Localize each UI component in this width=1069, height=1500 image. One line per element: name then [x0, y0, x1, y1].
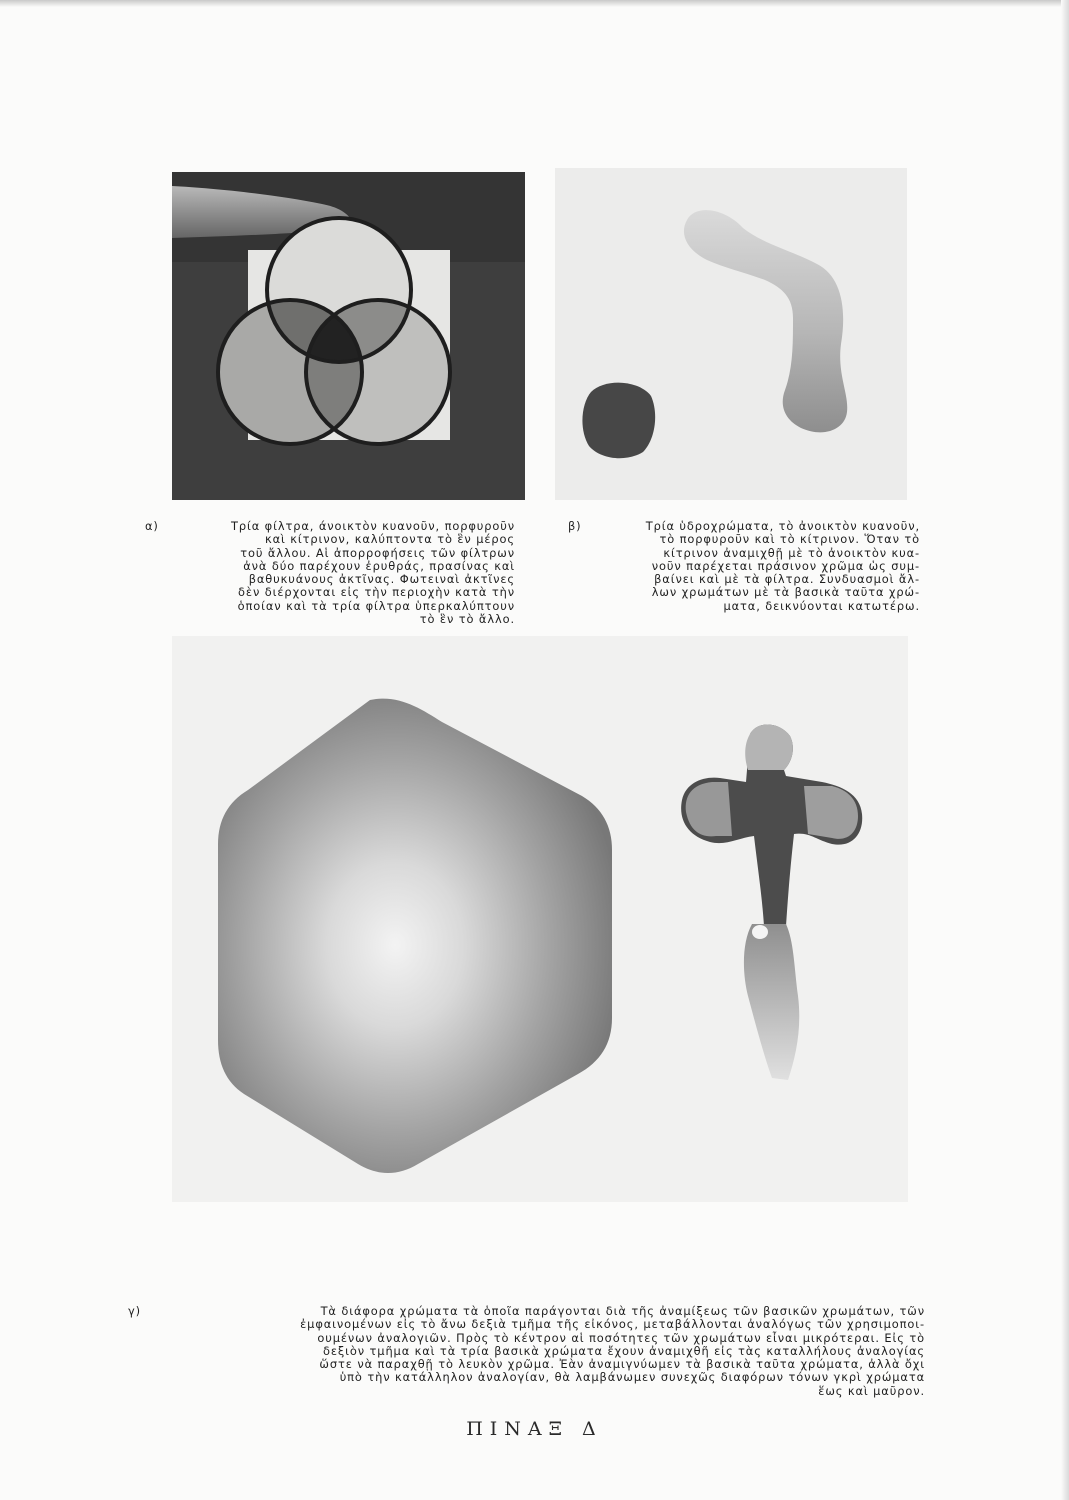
caption-c-line: ἐμφαινομένων εἰς τὸ ἄνω δεξιὰ τμῆμα τῆς εἰκόνος, μεταβάλλονται ἀναλόγως τῶν χρησιμοποι-	[300, 1317, 925, 1332]
caption-b-line: Τρία ὑδροχρώματα, τὸ ἀνοικτὸν κυανοῦν,	[645, 519, 920, 533]
caption-b-line: ματα, δεικνύονται κατωτέρω.	[723, 598, 920, 613]
caption-b-line: βαίνει καὶ μὲ τὰ φίλτρα. Συνδυασμοὶ ἄλ-	[654, 572, 920, 587]
caption-c-label: γ)	[128, 1304, 141, 1318]
photo-filters	[172, 172, 525, 500]
caption-a-line: ὁποίαν καὶ τὰ τρία φίλτρα ὑπερκαλύπτουν	[237, 598, 515, 613]
scan-top-edge	[0, 0, 1069, 7]
photo-watercolours	[555, 168, 907, 500]
caption-b-line: κίτρινον ἀναμιχθῇ μὲ τὸ ἀνοικτὸν κυα-	[663, 545, 920, 560]
plate-title: ΠΙΝΑΞ Δ	[466, 1418, 603, 1440]
caption-b-label: β)	[568, 519, 582, 533]
caption-c-line: ἕως καὶ μαῦρον.	[818, 1383, 925, 1398]
caption-a-line: δὲν διέρχονται εἰς τὴν περιοχὴν κατὰ τὴν	[238, 585, 515, 600]
caption-a-line: καὶ κίτρινον, καλύπτοντα τὸ ἓν μέρος	[264, 532, 515, 547]
caption-a-line: τὸ ἓν τὸ ἄλλο.	[419, 612, 515, 627]
caption-c-line: ὥστε νὰ παραχθῇ τὸ λευκὸν χρῶμα. Ἐὰν ἀναμιγνύωμεν τὰ βασικὰ ταῦτα χρώματα, ἀλλὰ ὄχι	[319, 1357, 925, 1372]
caption-a-line: βαθυκυάνους ἀκτῖνας. Φωτειναὶ ἀκτῖνες	[248, 572, 515, 587]
caption-c-line: ὑπὸ τὴν κατάλληλον ἀναλογίαν, θὰ λαμβάνωμεν συνεχῶς διαφόρων τόνων γκρὶ χρώματα	[339, 1370, 925, 1385]
scan-right-edge	[1061, 0, 1069, 1500]
caption-a-line: Τρία φίλτρα, άνοικτὸν κυανοῦν, πορφυροῦν	[231, 519, 515, 533]
caption-a-line: ἀνὰ δύο παρέχουν ἐρυθράς, πρασίνας καὶ	[243, 558, 515, 573]
caption-a-label: α)	[145, 519, 159, 533]
caption-c-line: ουμένων ἀναλογιῶν. Πρὸς τὸ κέντρον αἱ ποσότητες τῶν χρωμάτων εἶναι μικρότεραι. Εἰς τὸ	[317, 1330, 925, 1345]
caption-a-line: τοῦ ἄλλου. Αἱ ἀπορροφήσεις τῶν φίλτρων	[240, 545, 515, 560]
caption-b-line: λων χρωμάτων μὲ τὰ βασικὰ ταῦτα χρώ-	[651, 585, 920, 600]
caption-c-line: δεξιὸν τμῆμα καὶ τὰ τρία βασικὰ χρώματα ἔχουν ἀναμιχθῆ εἰς τὰς καταλλήλους ἀναλογίας	[322, 1343, 925, 1358]
caption-c-line: Τὰ διάφορα χρώματα τὰ ὁποῖα παράγονται διὰ τῆς ἀναμίξεως τῶν βασικῶν χρωμάτων, τῶν	[320, 1304, 925, 1318]
photo-color-mixing	[172, 636, 908, 1202]
caption-b-line: νοῦν παρέχεται πράσινον χρῶμα ὡς συμ-	[651, 558, 920, 573]
caption-b-line: τὸ πορφυροῦν καὶ τὸ κίτρινον. Ὅταν τὸ	[659, 532, 920, 547]
